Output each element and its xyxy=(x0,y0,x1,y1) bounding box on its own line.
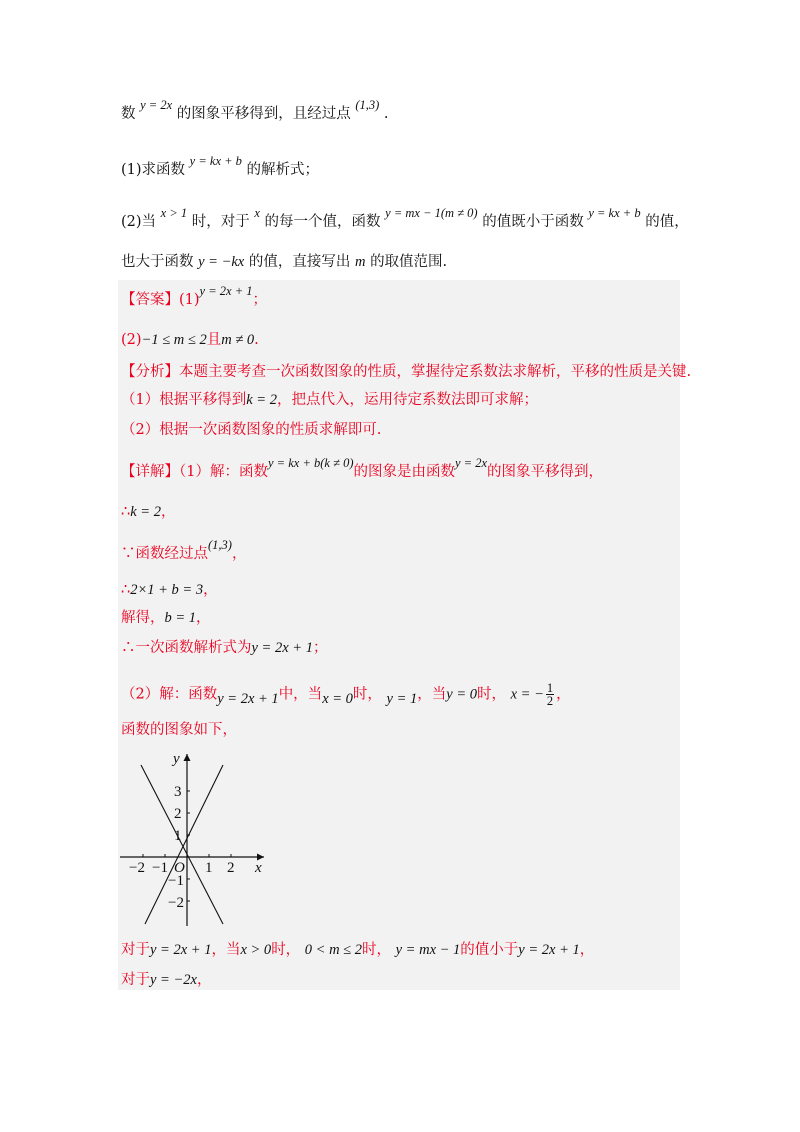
y-tick-label: −2 xyxy=(168,895,184,911)
text: 时， xyxy=(352,686,382,703)
text: ， xyxy=(203,582,218,598)
y-tick-label: 2 xyxy=(174,806,182,822)
equation: y = 2x xyxy=(454,456,488,470)
text: ； xyxy=(252,292,268,308)
equation: 2×1 + b = 3 xyxy=(130,582,204,598)
detail-line-8 xyxy=(121,720,237,740)
answer-line-2 xyxy=(121,330,259,350)
detail-line-6 xyxy=(121,638,327,658)
equation: (1,3) xyxy=(208,538,232,552)
text: ， xyxy=(196,610,211,626)
equation: y = mx − 1 xyxy=(395,942,461,958)
question-line-1 xyxy=(121,98,389,124)
text: ∵函数经过点 xyxy=(121,546,208,562)
text: 时， xyxy=(477,686,506,703)
text: （2）根据一次函数图象的性质求解即可. xyxy=(121,422,382,438)
text: (1)求函数 xyxy=(121,162,186,178)
fraction xyxy=(546,682,554,707)
equation: y = 0 xyxy=(446,686,477,703)
equation: x > 1 xyxy=(160,206,188,220)
question-line-4 xyxy=(121,252,447,272)
text: 解得， xyxy=(121,610,165,626)
text: 的图象是由函数 xyxy=(353,464,455,480)
equation: 0 < m ≤ 2 xyxy=(304,942,363,958)
y-axis-label: y xyxy=(173,751,180,767)
text: 的值，直接写出 xyxy=(248,254,351,270)
detail-line-10 xyxy=(121,970,211,990)
text: 也大于函数 xyxy=(121,254,194,270)
question-line-3 xyxy=(121,206,689,232)
y-tick-label: −1 xyxy=(168,873,184,889)
text: ∴一次函数解析式为 xyxy=(121,640,252,656)
text: ∴ xyxy=(121,582,131,598)
equation: y = −kx xyxy=(198,254,245,270)
x-tick-label: 1 xyxy=(205,860,213,876)
equation: y = 2x + 1 xyxy=(518,942,580,958)
fraction-denominator: 2 xyxy=(546,694,554,708)
origin-label: O xyxy=(174,860,185,876)
text: ，当 xyxy=(211,942,241,958)
text: ，把点代入，运用待定系数法即可求解； xyxy=(276,392,538,408)
text: 数 xyxy=(121,106,136,122)
equation: k = 2 xyxy=(130,504,161,520)
x-axis-label: x xyxy=(255,860,262,876)
text: 的图象平移得到， xyxy=(487,464,604,480)
equation: −1 ≤ m ≤ 2 xyxy=(141,332,207,348)
text: (1) xyxy=(179,292,200,308)
equation: y = mx − 1(m ≠ 0) xyxy=(385,206,478,220)
text: 且 xyxy=(206,332,222,348)
text: ， xyxy=(231,546,247,562)
text: 的值， xyxy=(645,214,689,230)
equation: b = 1 xyxy=(164,610,197,626)
equation: m ≠ 0 xyxy=(221,332,255,348)
text: 的解析式； xyxy=(246,162,320,178)
text: ，当 xyxy=(417,686,447,703)
text: (2) xyxy=(121,332,142,348)
analysis-label: 【分析】 xyxy=(121,364,179,380)
detail-label: 【详解】 xyxy=(121,464,179,480)
question-line-2 xyxy=(121,154,320,180)
detail-line-9 xyxy=(121,940,594,960)
text: 时， xyxy=(362,942,392,958)
text: 中，当 xyxy=(278,686,323,703)
equation: k = 2 xyxy=(246,392,277,408)
text: （2）解：函数 xyxy=(121,686,218,703)
text: ； xyxy=(312,640,328,656)
equation: m xyxy=(354,254,366,270)
text: 的取值范围. xyxy=(370,254,448,270)
detail-line-5 xyxy=(121,608,211,628)
text: 时，对于 xyxy=(191,214,250,230)
detail-line-1 xyxy=(121,456,604,482)
equation: y = −2x xyxy=(150,972,197,988)
equation: x = 0 xyxy=(322,690,353,707)
text: (2)当 xyxy=(121,214,157,230)
text: . xyxy=(254,332,259,348)
equation: x = − xyxy=(510,686,544,703)
equation: y = 2x + 1 xyxy=(150,942,212,958)
text: 时， xyxy=(271,942,301,958)
text: ， xyxy=(579,942,595,958)
equation: x > 0 xyxy=(240,942,272,958)
text: 的值小于 xyxy=(460,942,519,958)
text: 的图象平移得到，且经过点 xyxy=(176,106,351,122)
equation: y = kx + b(k ≠ 0) xyxy=(267,456,354,470)
y-tick-label: 1 xyxy=(174,828,182,844)
text: 的值既小于函数 xyxy=(482,214,584,230)
text: ， xyxy=(196,972,212,988)
x-tick-label: −2 xyxy=(129,860,145,876)
text: （1）根据平移得到 xyxy=(121,392,247,408)
analysis-line-2 xyxy=(121,390,538,410)
equation: y = 2x + 1 xyxy=(217,690,279,707)
x-tick-label: −1 xyxy=(152,860,168,876)
text: 的每一个值，函数 xyxy=(264,214,381,230)
fraction-numerator: 1 xyxy=(546,681,554,695)
y-tick-label: 3 xyxy=(174,784,182,800)
equation: y = 1 xyxy=(386,690,418,707)
x-tick-label: 2 xyxy=(227,860,235,876)
detail-line-3 xyxy=(121,538,247,564)
analysis-line-3 xyxy=(121,420,381,440)
text: 函数的图象如下， xyxy=(121,722,237,738)
detail-line-7 xyxy=(121,682,571,707)
text: ， xyxy=(556,686,571,703)
point: (1,3) xyxy=(355,98,380,112)
equation: y = kx + b xyxy=(588,206,641,220)
equation: y = kx + b xyxy=(189,154,242,168)
text: 对于 xyxy=(121,972,150,988)
text: ， xyxy=(160,504,176,520)
detail-line-2 xyxy=(121,502,175,522)
function-graph xyxy=(118,748,278,930)
text: . xyxy=(383,106,389,122)
answer-line-1 xyxy=(121,284,268,310)
text: ∴ xyxy=(121,504,131,520)
text: 对于 xyxy=(121,942,150,958)
text: （1）解：函数 xyxy=(179,464,268,480)
equation: y = 2x xyxy=(140,98,173,112)
detail-line-4 xyxy=(121,580,218,600)
equation: y = 2x + 1 xyxy=(199,284,253,298)
equation: x xyxy=(254,206,260,220)
analysis-line-1 xyxy=(121,362,691,382)
answer-label: 【答案】 xyxy=(121,292,179,308)
text: 本题主要考查一次函数图象的性质，掌握待定系数法求解析，平移的性质是关键. xyxy=(179,364,692,380)
equation: y = 2x + 1 xyxy=(251,640,313,656)
